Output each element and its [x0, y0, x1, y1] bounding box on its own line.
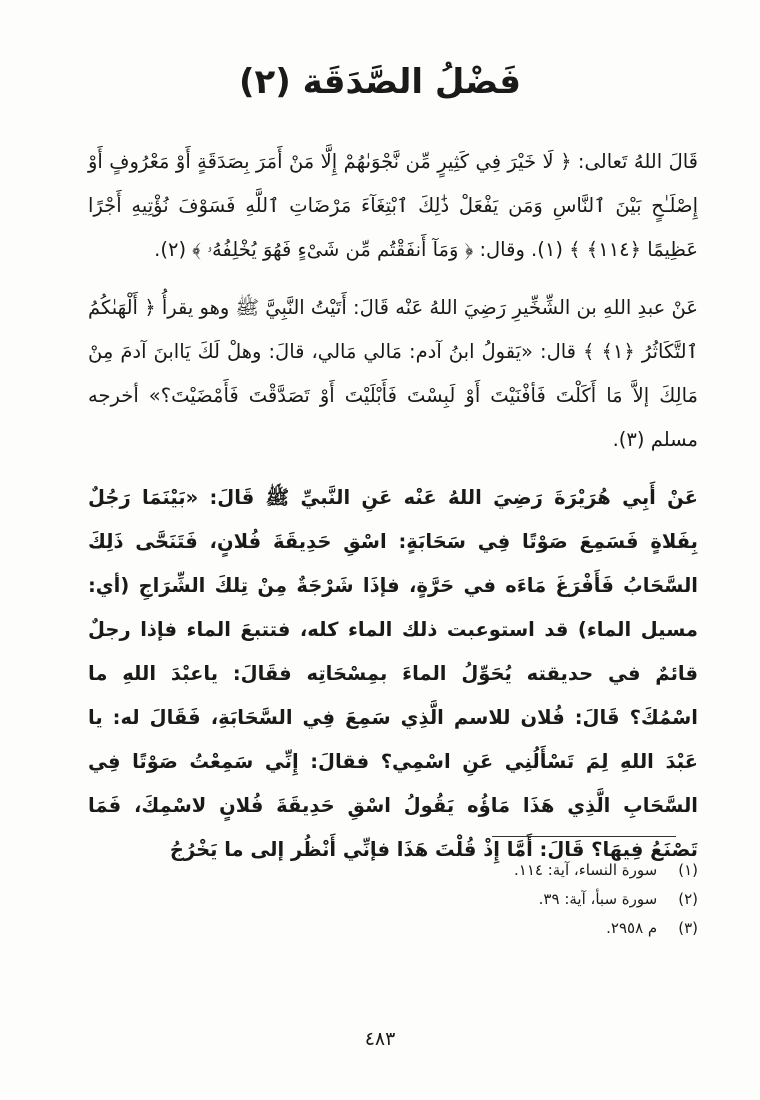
footnote-2 [300, 885, 698, 914]
page-title: فَضْلُ الصَّدَقَة (٢) [238, 62, 522, 102]
footnote-divider [492, 836, 676, 837]
footnote-number: (٢) [678, 890, 698, 908]
footnote-number: (٣) [678, 919, 698, 937]
main-text [88, 140, 698, 886]
paragraph-1: قَالَ اللهُ تَعالى: ﴿ لَا خَيْرَ فِي كَثِيرٍ مِّن نَّجْوَىٰهُمْ إِلَّا مَنْ أَمَرَ بِصَدَقَةٍ أَوْ مَعْرُوفٍ أَوْ إِصْلَـٰحٍ بَيْنَ ٱلنَّاسِ وَمَن يَفْعَلْ ذَٰلِكَ ٱبْتِغَآءَ مَرْضَاتِ ٱللَّهِ فَسَوْفَ نُؤْتِيهِ أَجْرًا عَظِيمًا ﴿١١٤﴾ ﴾ (١). وقال: ﴿ وَمَآ أَنفَقْتُم مِّن شَىْءٍ فَهُوَ يُخْلِفُهُۥ ﴾ (٢). [88, 150, 698, 261]
paragraph-3: عَنْ أَبِي هُرَيْرَةَ رَضِيَ اللهُ عَنْه عَنِ النَّبيِّ ﷺ قَالَ: «بَيْنَمَا رَجُلٌ بِفَلاةٍ فَسَمِعَ صَوْتًا فِي سَحَابَةٍ: اسْقِ حَدِيقَةَ فُلانٍ، فَتَنَحَّى ذَلِكَ السَّحَابُ فَأَفْرَغَ مَاءَه في حَرَّةٍ، فإذَا شَرْجَةٌ مِنْ تِلكَ الشِّرَاجِ (أي: مسيل الماء) قد استوعبت ذلك الماء كله، فتتبعَ الماء فإذا رجلٌ قائمٌ في حديقته يُحَوِّلُ الماءَ بمِسْحَاتِه فقَالَ: ياعبْدَ اللهِ ما اسْمُكَ؟ قَالَ: فُلان للاسم الَّذِي سَمِعَ فِي السَّحَابَةِ، فَقَالَ له: يا عَبْدَ اللهِ لِمَ تَسْأَلُنِي عَنِ اسْمِي؟ فقالَ: إِنِّي سَمِعْتُ صَوْتًا فِي السَّحَابِ الَّذِي هَذَا مَاؤُه يَقُولُ اسْقِ حَدِيقَةَ فُلانٍ لاسْمِكَ، فَمَا تَصْنَعُ فِيهَا؟ قَالَ: أَمَّا إِذْ قُلْتَ هَذَا فإنِّي أَنْظُر إلى ما يَخْرُجُ [88, 486, 698, 861]
footnote-text: سورة النساء، آية: ١١٤. [513, 861, 658, 879]
footnotes [300, 856, 698, 943]
page-number: ٤٨٣ [364, 1028, 396, 1050]
footnote-text: سورة سبأ، آية: ٣٩. [538, 890, 658, 908]
footnote-3 [300, 914, 698, 943]
footnote-number: (١) [678, 861, 698, 879]
paragraph-2: عَنْ عبدِ اللهِ بن الشِّخِّيرِ رَضِيَ اللهُ عَنْه قَالَ: أَتَيْتُ النَّبِيَّ ﷺ وهو يقرأُ ﴿ أَلْهَىٰكُمُ ٱلتَّكَاثُرُ ﴿١﴾ ﴾ قال: «يَقولُ ابنُ آدم: مَالي مَالي، قالَ: وهلْ لَكَ يَاابنَ آدمَ مِنْ مَالِكَ إلاَّ مَا أَكَلْتَ فَأفْنَيْتَ أَوْ لَبِسْتَ فَأَبْلَيْتَ أَوْ تَصَدَّقْتَ فَأَمْضَيْتَ؟» أخرجه مسلم (٣). [88, 296, 698, 451]
footnote-1 [300, 856, 698, 885]
footnote-text: م ٢٩٥٨. [606, 919, 658, 937]
